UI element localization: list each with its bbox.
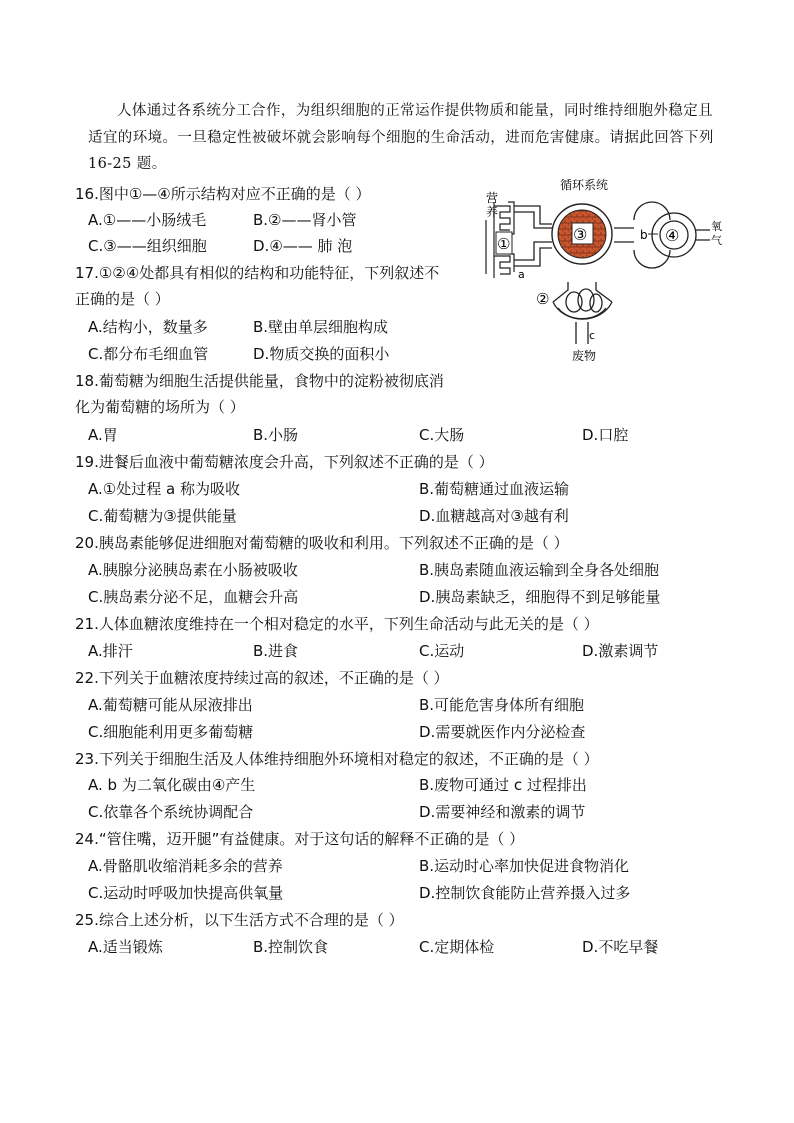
question-18-stem: 18.葡萄糖为细胞生活提供能量，食物中的淀粉被彻底消	[75, 372, 444, 390]
q22-option-a: A.葡萄糖可能从尿液排出	[88, 696, 253, 714]
q17-option-b: B.壁由单层细胞构成	[253, 318, 389, 336]
question-23-stem: 23.下列关于细胞生活及人体维持细胞外环境相对稳定的叙述，不正确的是（ ）	[75, 750, 599, 768]
label-c: c	[589, 329, 596, 342]
question-20-stem: 20.胰岛素能够促进细胞对葡萄糖的吸收和利用。下列叙述不正确的是（ ）	[75, 534, 569, 552]
circle-3-label: ③	[573, 225, 588, 244]
q16-option-d: D.④—— 肺 泡	[253, 237, 353, 255]
q20-option-c: C.胰岛素分泌不足，血糖会升高	[88, 588, 299, 606]
q19-option-c: C.葡萄糖为③提供能量	[88, 507, 237, 525]
circle-1-label: ①	[497, 235, 511, 253]
q24-option-b: B.运动时心率加快促进食物消化	[419, 857, 630, 875]
kidney-structure	[553, 289, 612, 344]
oxygen-label-1: 氧	[711, 220, 722, 233]
q18-option-b: B.小肠	[253, 426, 299, 444]
body-systems-diagram	[478, 172, 728, 372]
q21-option-a: A.排汗	[88, 642, 133, 660]
q24-option-c: C.运动时呼吸加快提高供氧量	[88, 884, 284, 902]
nutrition-label-1: 营	[486, 191, 499, 205]
question-17-stem: 17.①②④处都具有相似的结构和功能特征，下列叙述不	[75, 264, 440, 282]
question-19-stem: 19.进餐后血液中葡萄糖浓度会升高，下列叙述不正确的是（ ）	[75, 453, 494, 471]
q23-option-a: A. b 为二氧化碳由④产生	[88, 776, 256, 794]
q22-option-c: C.细胞能利用更多葡萄糖	[88, 723, 254, 741]
question-16-stem: 16.图中①—④所示结构对应不正确的是（ ）	[75, 185, 371, 203]
q18-option-c: C.大肠	[419, 426, 465, 444]
label-a: a	[518, 268, 525, 281]
q19-option-a: A.①处过程 a 称为吸收	[88, 480, 240, 498]
q16-option-c: C.③——组织细胞	[88, 237, 207, 255]
label-b: b	[640, 228, 648, 242]
q21-option-d: D.激素调节	[582, 642, 659, 660]
q20-option-a: A.胰腺分泌胰岛素在小肠被吸收	[88, 561, 298, 579]
waste-label: 废物	[572, 349, 597, 363]
nutrition-label-2: 养	[486, 205, 499, 219]
intro-paragraph: 人体通过各系统分工合作，为组织细胞的正常运作提供物质和能量，同时维持细胞外稳定且适宜的环境。一旦稳定性被破坏就会影响每个细胞的生命活动，进而危害健康。请据此回答下列 16-25 题。	[88, 103, 714, 172]
q17-option-c: C.都分布毛细血管	[88, 345, 209, 363]
q17-option-a: A.结构小，数量多	[88, 318, 208, 336]
q25-option-b: B.控制饮食	[253, 938, 329, 956]
question-17-stem-cont: 正确的是（ ）	[75, 290, 170, 308]
oxygen-label-2: 气	[711, 234, 722, 247]
question-24-stem: 24.“管住嘴，迈开腿”有益健康。对于这句话的解释不正确的是（ ）	[75, 830, 525, 848]
q20-option-d: D.胰岛素缺乏，细胞得不到足够能量	[419, 588, 661, 606]
q16-option-b: B.②——肾小管	[253, 211, 357, 229]
q23-option-c: C.依靠各个系统协调配合	[88, 803, 254, 821]
q16-option-a: A.①——小肠绒毛	[88, 211, 207, 229]
q23-option-b: B.废物可通过 c 过程排出	[419, 776, 587, 794]
question-21-stem: 21.人体血糖浓度维持在一个相对稳定的水平，下列生命活动与此无关的是（ ）	[75, 615, 599, 633]
q21-option-b: B.进食	[253, 642, 299, 660]
q19-option-b: B.葡萄糖通过血液运输	[419, 480, 570, 498]
question-22-stem: 22.下列关于血糖浓度持续过高的叙述，不正确的是（ ）	[75, 669, 449, 687]
circle-2-label: ②	[536, 290, 550, 308]
q18-option-a: A.胃	[88, 426, 118, 444]
question-25-stem: 25.综合上述分析，以下生活方式不合理的是（ ）	[75, 911, 404, 929]
q19-option-d: D.血糖越高对③越有利	[419, 507, 569, 525]
q20-option-b: B.胰岛素随血液运输到全身各处细胞	[419, 561, 660, 579]
q22-option-b: B.可能危害身体所有细胞	[419, 696, 585, 714]
question-18-stem-cont: 化为葡萄糖的场所为（ ）	[75, 398, 245, 416]
circulation-label: 循环系统	[560, 178, 609, 192]
q21-option-c: C.运动	[419, 642, 465, 660]
q24-option-a: A.骨骼肌收缩消耗多余的营养	[88, 857, 283, 875]
q25-option-c: C.定期体检	[419, 938, 495, 956]
q17-option-d: D.物质交换的面积小	[253, 345, 390, 363]
q25-option-d: D.不吃早餐	[582, 938, 659, 956]
q25-option-a: A.适当锻炼	[88, 938, 163, 956]
q22-option-d: D.需要就医作内分泌检查	[419, 723, 586, 741]
q23-option-d: D.需要神经和激素的调节	[419, 803, 586, 821]
circle-4-label: ④	[665, 226, 680, 245]
q18-option-d: D.口腔	[582, 426, 629, 444]
q24-option-d: D.控制饮食能防止营养摄入过多	[419, 884, 631, 902]
